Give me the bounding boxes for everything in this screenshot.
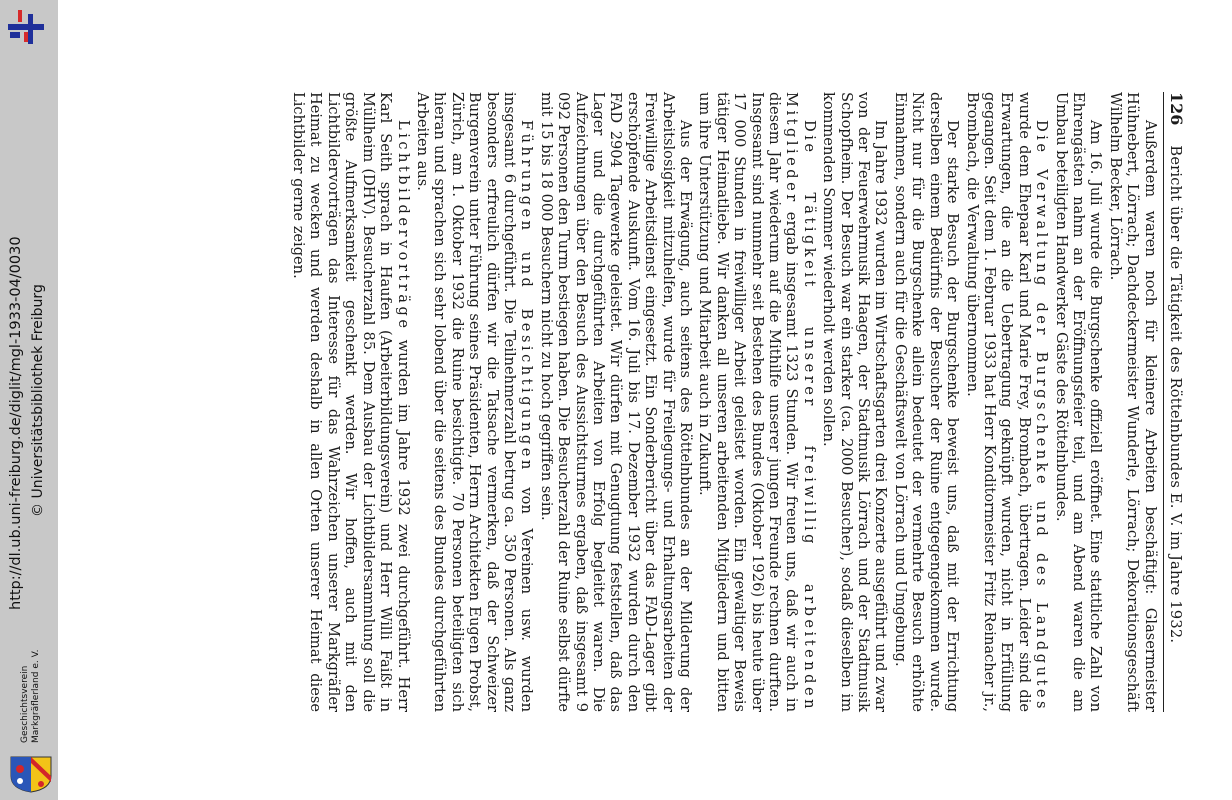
paragraph [537,92,694,712]
page-header [1163,92,1185,712]
publisher-line-1: Geschichtsverein [20,665,30,743]
paragraph-text: Am 16. Juli wurde die Burgschenke offiziell eröffnet. Eine stattliche Zahl von Ehrengästen nahm an der Eröffnungsfeier teil, und am Abend waren die am Umbau beteiligten Handwerker Gäste des Röttelnbundes. [1052,92,1105,712]
sidebar-rotated-text [0,0,58,800]
source-url[interactable]: http://dl.ub.uni-freiburg.de/diglit/mgl-1933-04/0030 [8,236,24,610]
paragraph [963,92,1050,712]
paragraph-text: Aus der Erwägung, auch seitens des Röttelnbundes an der Milderung der Arbeitslosigkeit mitzuhelfen, wurde für Freilegungs- und Erhaltungsarbeiten der Freiwillige Arbeitsdienst eingesetzt. Ein Sonderbericht über das FAD-Lager gibt erschöpfende Auskunft. Vom 16. Juli bis 17. Dezember 1932 wurden durch den FAD 2904 Tagewerke geleistet. Wir dürfen mit Genugtuung feststellen, daß das Lager und die durchgeführten Arbeiten von Erfolg begleitet waren. Die Aufzeichnungen über den Besuch des Aussichtsturmes ergaben, daß insgesamt 9 092 Personen den Turm bestiegen haben. Die Besucherzahl der Ruine selbst dürfte mit 15 bis 18 000 Besuchern nicht zu hoch gegriffen sein. [537,92,695,712]
paragraph-text: ergab insgesamt 1323 Stunden. Wir freuen uns, daß wir auch in diesem Jahr wiederum auf die Mithilfe unserer jungen Freunde rechnen durften. Insgesamt sind nunmehr seit Bestehen des Bundes (Oktober 1926) bis heute über 17 000 Stunden in freiwilliger Arbeit geleistet worden. Ein gewaltiger Beweis tätiger Heimatliebe. Wir danken all unseren arbeitenden Mitgliedern und bitten um ihre Unterstützung und Mitarbeit auch in Zukunft. [696,92,801,712]
paragraph-text: von Vereinen usw. wurden insgesamt 6 durchgeführt. Die Teilnehmerzahl betrug ca. 350 Personen. Als ganz besonders erfreulich dürfen wir die Tatsache vermerken, daß der Schweizer Burgenverein unter Führung seines Präsidenten, Herrn Architekten Eugen Probst, Zürich, am 1. Oktober 1932 die Ruine besichtigte. 70 Personen beteiligten sich hieran und sprachen sich sehr lobend über die seitens des Bundes durchgeführten Arbeiten aus. [413,92,536,712]
paragraph-text: Außerdem waren noch für kleinere Arbeiten beschäftigt: Glasermeister Hühnebert, Lörrach; Dachdeckermeister Wunderle, Lörrach; Dekorationsgeschäft Wilhelm Becker, Lörrach. [1106,92,1159,712]
publisher-line-2: Markgräflerland e. V. [31,649,41,743]
section-lead: Lichtbildervorträge [394,120,412,332]
paragraph [414,92,536,712]
section-lead: Die Verwaltung der Burgschenke und des Landgutes [1033,120,1051,712]
paragraph [696,92,818,712]
paragraph [892,92,962,712]
copyright-note: © Universitätsbibliothek Freiburg [30,284,46,517]
section-lead: Führungen und Besichtigungen [518,120,536,473]
paragraph [1106,92,1158,712]
paragraph-text: wurden im Jahre 1932 zwei durchgeführt. Herr Karl Seith sprach in Haufen (Arbeiterbildungsverein) und Herr Willi Faißt in Müllheim (DHV). Besucherzahl 85. Dem Ausbau der Lichtbildersammlung soll die größte Aufmerksamkeit geschenkt werden. Wir hoffen, auch mit den Lichtbildervorträgen das Interesse für das Wahrzeichen unserer Markgräfler Heimat zu wecken und werden deshalb in allen Orten unserer Heimat diese Lichtbilder gerne zeigen. [290,92,412,712]
paragraph-text: Im Jahre 1932 wurden im Wirtschaftsgarten drei Konzerte ausgeführt und zwar von der Feuerwehrmusik Haagen, der Stadtmusik Lörrach und der Stadtmusik Schopfheim. Der Besuch war ein starker (ca. 2000 Besucher), sodaß dieselben im kommenden Sommer wiederholt werden sollen. [820,92,890,712]
page-number: 126 [1167,92,1186,126]
geschichtsverein-crest-icon [8,754,54,794]
paragraph-text: wurde dem Ehepaar Karl und Marie Frey, Brombach, übertragen. Leider sind die Erwartungen, die an die Uebertragung geknüpft wurden, nicht in Erfüllung gegangen. Seit dem 1. Februar 1933 hat Herr Konditormeister Fritz Reinacher jr., Brombach, die Verwaltung übernommen. [963,92,1033,712]
section-lead: Die Tätigkeit unserer freiwillig arbeitenden Mitglieder [783,92,818,712]
paragraph-text: Der starke Besuch der Burgschenke beweist uns, daß mit der Errichtung derselben einem Bedürfnis der Besucher der Ruine entgegengekommen wurde. Nicht nur für die Burgschenke allein bedeutet der vermehrte Besuch erhöhte Einnahmen, sondern auch für die Geschäftswelt von Lörrach und Umgebung. [891,92,962,712]
paragraph [820,92,890,712]
paragraph [1052,92,1104,712]
book-page [185,92,1185,712]
running-head: Bericht über die Tätigkeit des Röttelnbundes E. V. im Jahre 1932. [1167,145,1184,644]
page-body [290,92,1159,712]
paragraph [290,92,412,712]
viewer-sidebar [0,0,58,800]
